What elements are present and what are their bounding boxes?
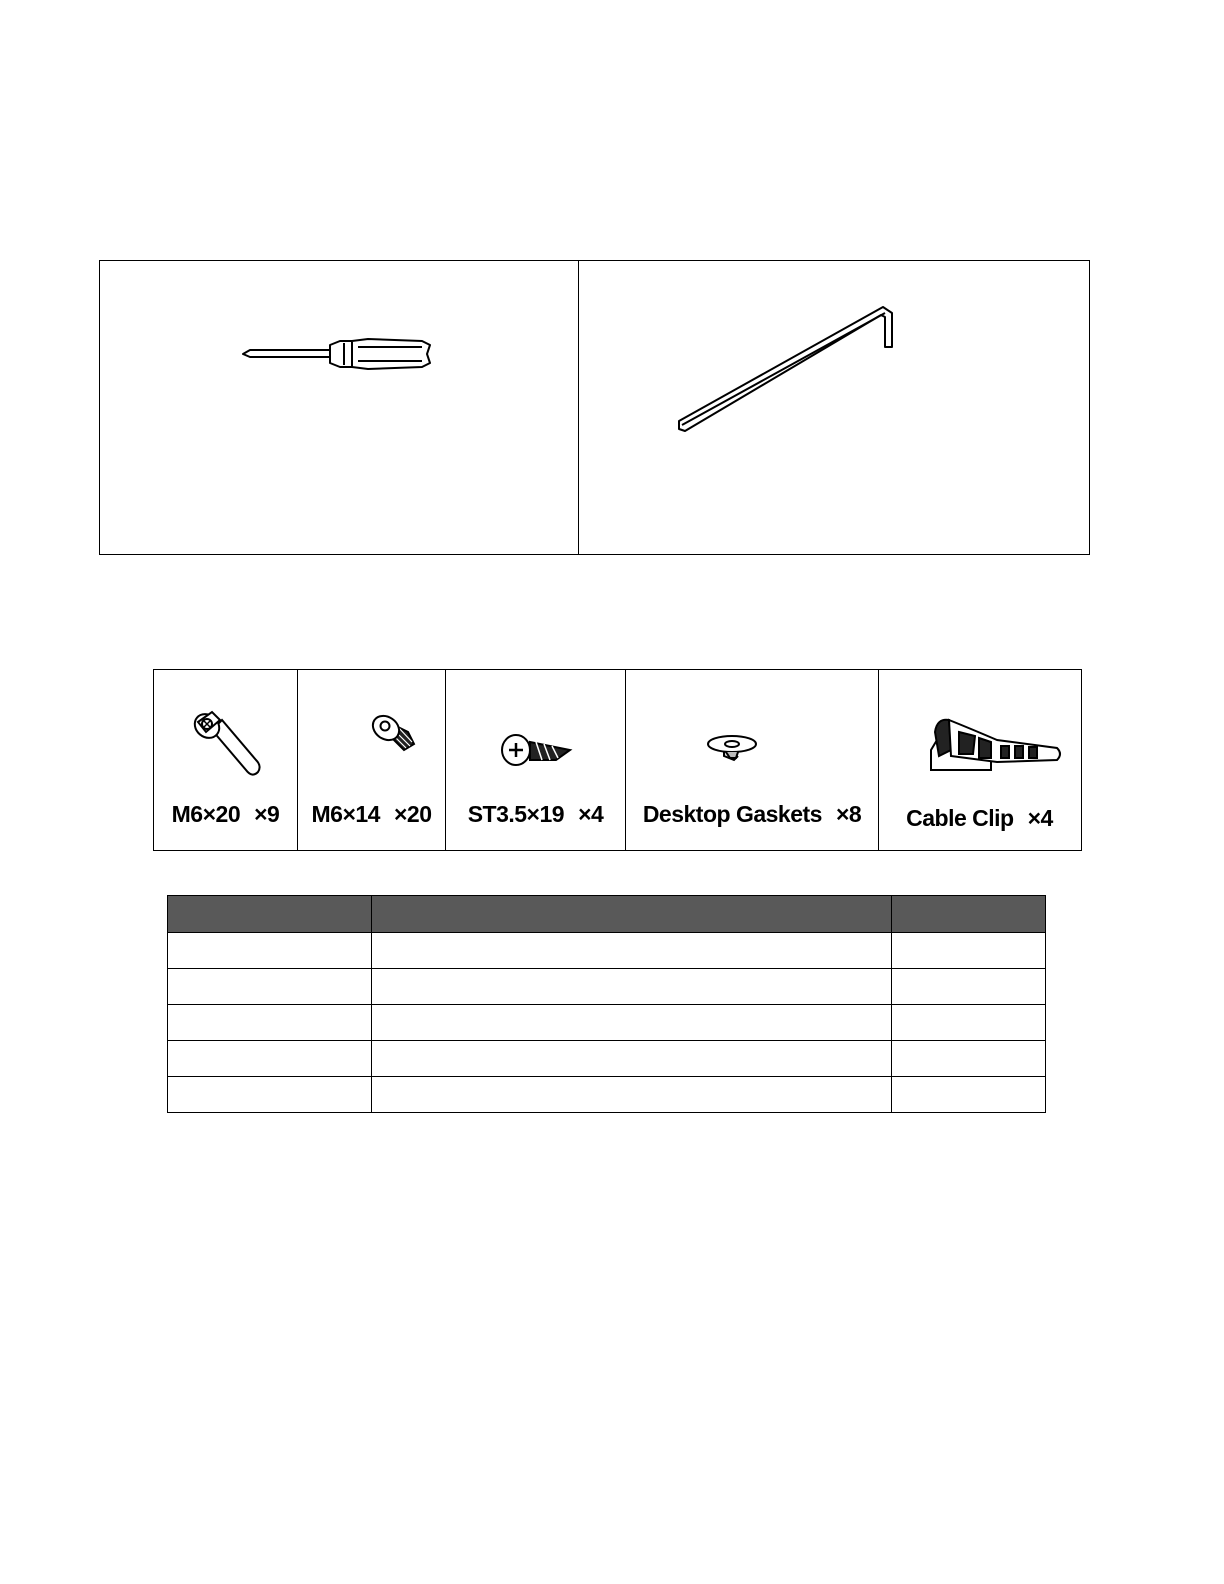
table-cell xyxy=(168,933,372,969)
hardware-qty: ×4 xyxy=(578,801,604,827)
table-cell xyxy=(892,969,1046,1005)
hardware-strip xyxy=(153,669,1082,851)
table-row xyxy=(168,1041,1046,1077)
tool-cell-hex-key xyxy=(579,261,1089,554)
hardware-label: M6×20 xyxy=(171,801,241,827)
tool-cell-screwdriver xyxy=(100,261,579,554)
hardware-item-cable-clip xyxy=(879,670,1080,850)
hardware-item-st3-5x19 xyxy=(446,670,626,850)
phillips-screw-icon xyxy=(446,670,626,800)
table-header-cell xyxy=(372,896,892,933)
table-cell xyxy=(168,1041,372,1077)
hardware-qty: ×4 xyxy=(1027,805,1053,831)
cable-clip-icon xyxy=(879,670,1080,800)
table-cell xyxy=(892,933,1046,969)
socket-head-bolt-icon xyxy=(154,670,298,800)
hardware-label: Cable Clip xyxy=(906,805,1014,831)
table-cell xyxy=(372,1077,892,1113)
table-header-row xyxy=(168,896,1046,933)
table-cell xyxy=(892,1041,1046,1077)
hardware-qty: ×20 xyxy=(393,801,432,827)
table-header-cell xyxy=(892,896,1046,933)
hardware-item-desktop-gaskets xyxy=(626,670,879,850)
table-row xyxy=(168,1005,1046,1041)
hardware-item-m6x20 xyxy=(154,670,298,850)
table-cell xyxy=(372,933,892,969)
table-row xyxy=(168,1077,1046,1113)
parts-table xyxy=(167,895,1046,1113)
hardware-item-m6x14 xyxy=(298,670,446,850)
table-cell xyxy=(168,1005,372,1041)
hardware-label: Desktop Gaskets xyxy=(642,801,822,827)
table-cell xyxy=(168,969,372,1005)
hardware-label: ST3.5×19 xyxy=(467,801,565,827)
hardware-qty: ×8 xyxy=(835,801,862,827)
tools-table xyxy=(99,260,1090,555)
button-head-bolt-icon xyxy=(298,670,446,800)
gasket-icon xyxy=(626,670,879,800)
hardware-qty: ×9 xyxy=(254,801,280,827)
table-row xyxy=(168,933,1046,969)
table-cell xyxy=(892,1005,1046,1041)
screwdriver-icon xyxy=(100,261,579,556)
table-row xyxy=(168,969,1046,1005)
table-header-cell xyxy=(168,896,372,933)
table-cell xyxy=(168,1077,372,1113)
table-cell xyxy=(372,1005,892,1041)
hex-key-icon xyxy=(579,261,1089,556)
table-cell xyxy=(372,969,892,1005)
table-cell xyxy=(372,1041,892,1077)
table-cell xyxy=(892,1077,1046,1113)
hardware-label: M6×14 xyxy=(311,801,380,827)
